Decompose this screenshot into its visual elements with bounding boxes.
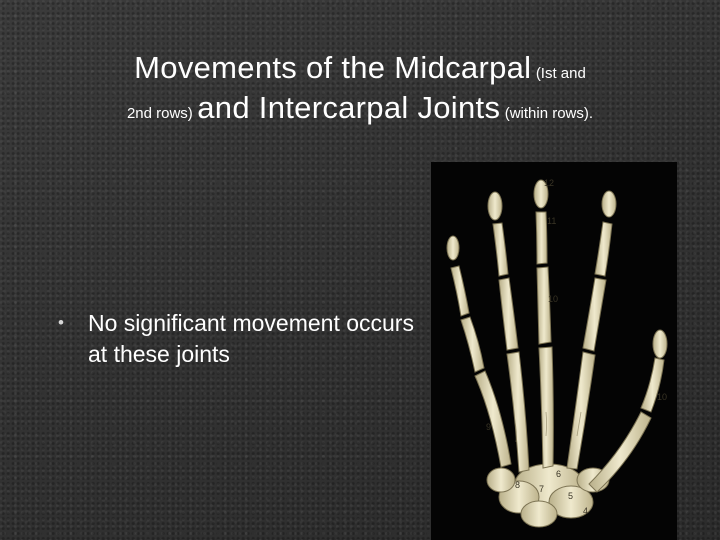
bullet-text: No significant movement occurs at these joints	[88, 310, 414, 367]
bone-label: 10	[548, 294, 559, 304]
bone-label: 8	[515, 480, 521, 490]
bone-label: 9	[486, 422, 492, 432]
bone-label: 11	[547, 216, 557, 226]
bone-label: 10	[657, 392, 668, 402]
bone-label: 4	[583, 506, 589, 516]
title-line-2	[40, 88, 680, 128]
bone-label: 5	[568, 491, 574, 501]
title-main-part-2: and Intercarpal Joints	[197, 89, 501, 125]
bone-label: 6	[556, 469, 562, 479]
title-aside-2: 2nd rows)	[126, 104, 193, 122]
title-line-1	[40, 48, 680, 88]
bullet-marker: •	[58, 313, 64, 332]
bullet-list	[58, 308, 418, 369]
bone-label: 12	[544, 178, 555, 188]
bullet-item	[58, 308, 418, 369]
bone-label: 7	[539, 484, 545, 494]
slide-title	[40, 48, 680, 127]
title-main-part-1: Movements of the Midcarpal	[134, 50, 532, 85]
hand-bones-illustration	[431, 162, 677, 540]
title-aside-3: (within rows).	[504, 104, 594, 122]
hand-skeleton-photo	[431, 162, 677, 540]
title-aside-1: (Ist and	[535, 65, 586, 82]
